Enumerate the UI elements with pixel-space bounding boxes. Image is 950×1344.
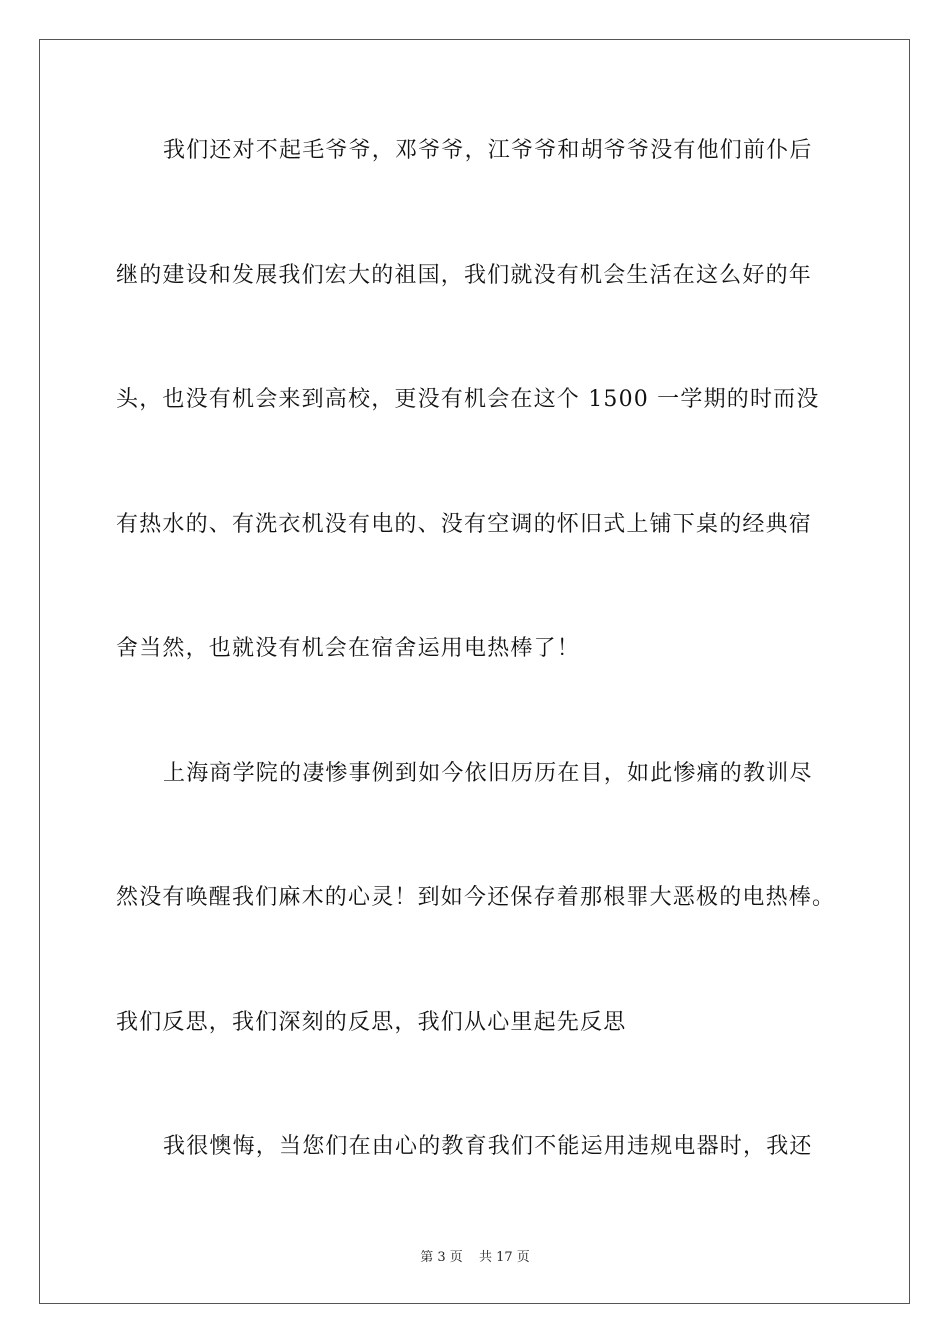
page-border	[39, 39, 910, 1304]
paragraph-line: 头，也没有机会来到高校，更没有机会在这个 1500 一学期的时而没	[116, 387, 820, 412]
paragraph-line: 继的建设和发展我们宏大的祖国，我们就没有机会生活在这么好的年	[116, 263, 813, 288]
paragraph-line: 有热水的、有洗衣机没有电的、没有空调的怀旧式上铺下桌的经典宿	[116, 512, 813, 537]
paragraph-line: 我们反思，我们深刻的反思，我们从心里起先反思	[116, 1010, 627, 1035]
paragraph-line: 然没有唤醒我们麻木的心灵！到如今还保存着那根罪大恶极的电热棒。	[116, 885, 836, 910]
page-number: 第 3 页	[420, 1250, 463, 1265]
paragraph-line: 上海商学院的凄惨事例到如今依旧历历在目，如此惨痛的教训尽	[163, 761, 813, 786]
paragraph-line: 舍当然，也就没有机会在宿舍运用电热棒了！	[116, 636, 581, 661]
page-footer	[0, 1246, 950, 1265]
paragraph-line: 我们还对不起毛爷爷，邓爷爷，江爷爷和胡爷爷没有他们前仆后	[163, 138, 813, 163]
total-pages: 共 17 页	[478, 1250, 530, 1265]
paragraph-line: 我很懊悔，当您们在由心的教育我们不能运用违规电器时，我还	[163, 1134, 813, 1159]
